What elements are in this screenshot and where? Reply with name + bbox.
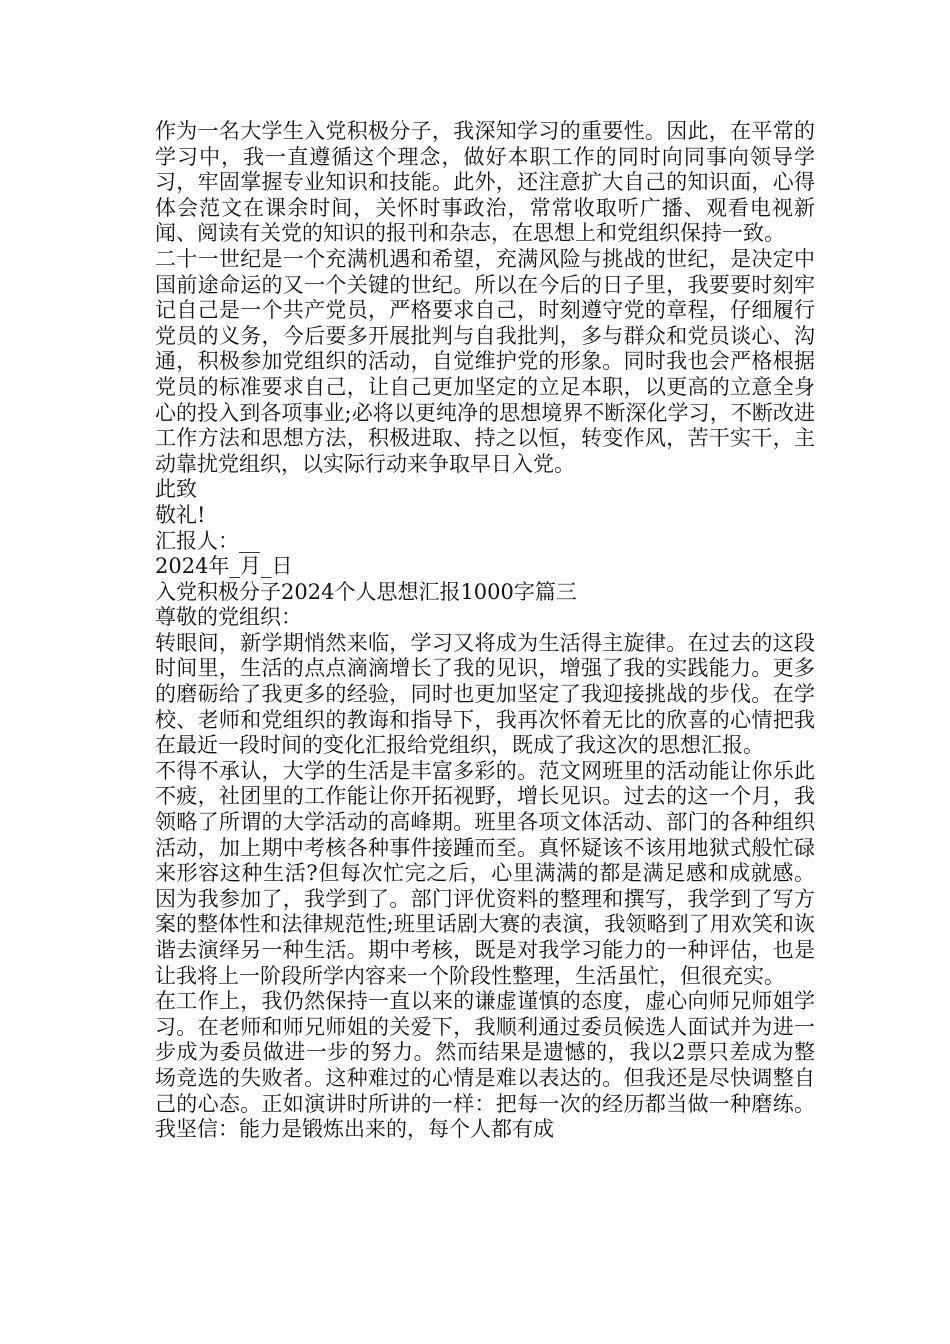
closing-respect: 敬礼! xyxy=(155,502,206,527)
paragraph-university-life: 不得不承认，大学的生活是丰富多彩的。范文网班里的活动能让你乐此不疲，社团里的工作能让你开拓视野，增长见识。过去的这一个月，我领略了所谓的大学活动的高峰期。班里各项文体活动、部门的各种组织活动，加上期中考核各种事件接踵而至。真怀疑该不该用地狱式般忙碌来形容这种生活?但每次忙完之后，心里满满的都是满足感和成就感。因为我参加了，我学到了。部门评优资料的整理和撰写，我学到了写方案的整体性和法律规范性;班里话剧大赛的表演，我领略到了用欢笑和诙谐去演绎另一种生活。期中考核，既是对我学习能力的一种评估，也是让我将上一阶段所学内容来一个阶段性整理，生活虽忙，但很充实。 xyxy=(155,758,815,988)
paragraph-century: 二十一世纪是一个充满机遇和希望，充满风险与挑战的世纪，是决定中国前途命运的又一个关键的世纪。所以在今后的日子里，我要要时刻牢记自己是一个共产党员，严格要求自己，时刻遵守党的章程，仔细履行党员的义务，今后要多开展批判与自我批判，多与群众和党员谈心、沟通，积极参加党组织的活动，自觉维护党的形象。同时我也会严格根据党员的标准要求自己，让自己更加坚定的立足本职，以更高的立意全身心的投入到各项事业;必将以更纯净的思想境界不断深化学习，不断改进工作方法和思想方法，积极进取、持之以恒，转变作风，苦干实干，主动靠扰党组织，以实际行动来争取早日入党。 xyxy=(155,246,815,476)
paragraph-work: 在工作上，我仍然保持一直以来的谦虚谨慎的态度，虚心向师兄师姐学习。在老师和师兄师姐的关爱下，我顺利通过委员候选人面试并为进一步成为委员做进一步的努力。然而结果是遗憾的，我以2票只差成为整场竞选的失败者。这种难过的心情是难以表达的。但我还是尽快调整自己的心态。正如演讲时所讲的一样：把每一次的经历都当做一种磨练。我坚信：能力是锻炼出来的，每个人都有成 xyxy=(155,989,815,1142)
date-line: 2024年_月_日 xyxy=(155,554,293,579)
document-body xyxy=(155,119,815,1143)
paragraph-new-semester: 转眼间，新学期悄然来临，学习又将成为生活得主旋律。在过去的这段时间里，生活的点点滴滴增长了我的见识，增强了我的实践能力。更多的磨砺给了我更多的经验，同时也更加坚定了我迎接挑战的步伐。在学校、老师和党组织的教诲和指导下，我再次怀着无比的欣喜的心情把我在最近一段时间的变化汇报给党组织，既成了我这次的思想汇报。 xyxy=(155,630,815,758)
reporter-line: 汇报人：__ xyxy=(155,528,260,553)
closing-salutation: 此致 xyxy=(155,477,197,502)
paragraph-study: 作为一名大学生入党积极分子，我深知学习的重要性。因此，在平常的学习中，我一直遵循这个理念，做好本职工作的同时向同事向领导学习，牢固掌握专业知识和技能。此外，还注意扩大自己的知识面，心得体会范文在课余时间，关怀时事政治，常常收取听广播、观看电视新闻、阅读有关党的知识的报刊和杂志，在思想上和党组织保持一致。 xyxy=(155,119,815,246)
greeting: 尊敬的党组织： xyxy=(155,605,302,630)
section-title: 入党积极分子2024个人思想汇报1000字篇三 xyxy=(155,579,577,604)
